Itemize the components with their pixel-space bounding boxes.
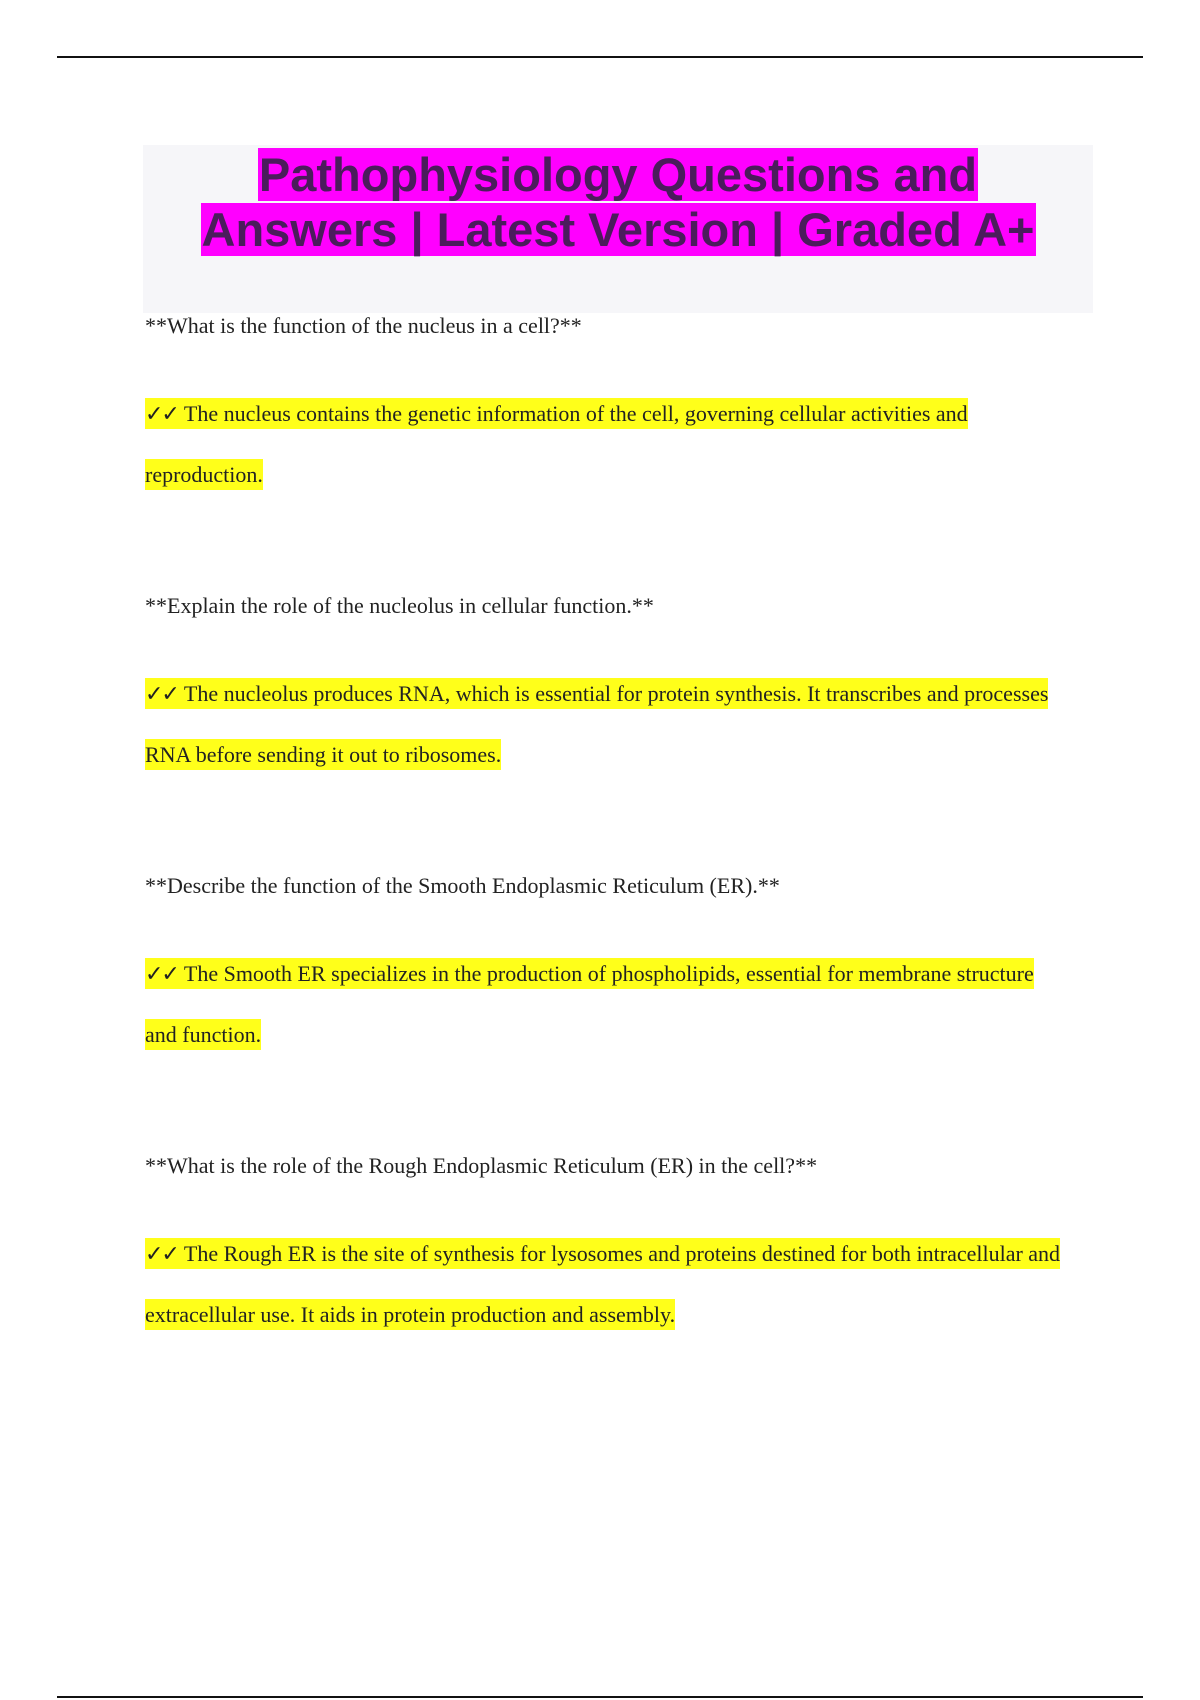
double-check-icon: ✓✓ <box>145 1242 178 1267</box>
double-check-icon: ✓✓ <box>145 962 178 987</box>
answer-body: The nucleus contains the genetic information of the cell, governing cellular activities and reproduction. <box>145 401 968 487</box>
document-title <box>143 145 1093 257</box>
answer-body: The Smooth ER specializes in the production of phospholipids, essential for membrane structure and function. <box>145 961 1034 1047</box>
answer-highlight <box>145 1238 1060 1330</box>
title-banner <box>143 145 1093 313</box>
question-text: **Describe the function of the Smooth Endoplasmic Reticulum (ER).** <box>145 873 780 898</box>
answer-text <box>145 664 1065 785</box>
answer-highlight <box>145 398 968 490</box>
qa-item <box>145 308 1065 588</box>
question-text: **What is the role of the Rough Endoplasmic Reticulum (ER) in the cell?** <box>145 1153 818 1178</box>
bottom-rule <box>57 1696 1143 1698</box>
qa-item <box>145 868 1065 1148</box>
top-rule <box>57 56 1143 58</box>
answer-highlight <box>145 958 1034 1050</box>
qa-item <box>145 1148 1065 1428</box>
double-check-icon: ✓✓ <box>145 402 178 427</box>
answer-text <box>145 384 1065 505</box>
answer-text <box>145 944 1065 1065</box>
question-text: **What is the function of the nucleus in a cell?** <box>145 313 582 338</box>
answer-body: The nucleolus produces RNA, which is essential for protein synthesis. It transcribes and processes RNA before sending it out to ribosomes. <box>145 681 1049 767</box>
title-line-2: Answers | Latest Version | Graded A+ <box>201 203 1035 256</box>
qa-list <box>145 308 1065 1428</box>
qa-item <box>145 588 1065 868</box>
question-text: **Explain the role of the nucleolus in cellular function.** <box>145 593 654 618</box>
double-check-icon: ✓✓ <box>145 682 178 707</box>
title-line-1: Pathophysiology Questions and <box>258 148 978 201</box>
answer-text <box>145 1224 1065 1345</box>
answer-highlight <box>145 678 1048 770</box>
answer-body: The Rough ER is the site of synthesis for lysosomes and proteins destined for both intracellular and extracellular use. It aids in protein production and assembly. <box>145 1241 1061 1327</box>
